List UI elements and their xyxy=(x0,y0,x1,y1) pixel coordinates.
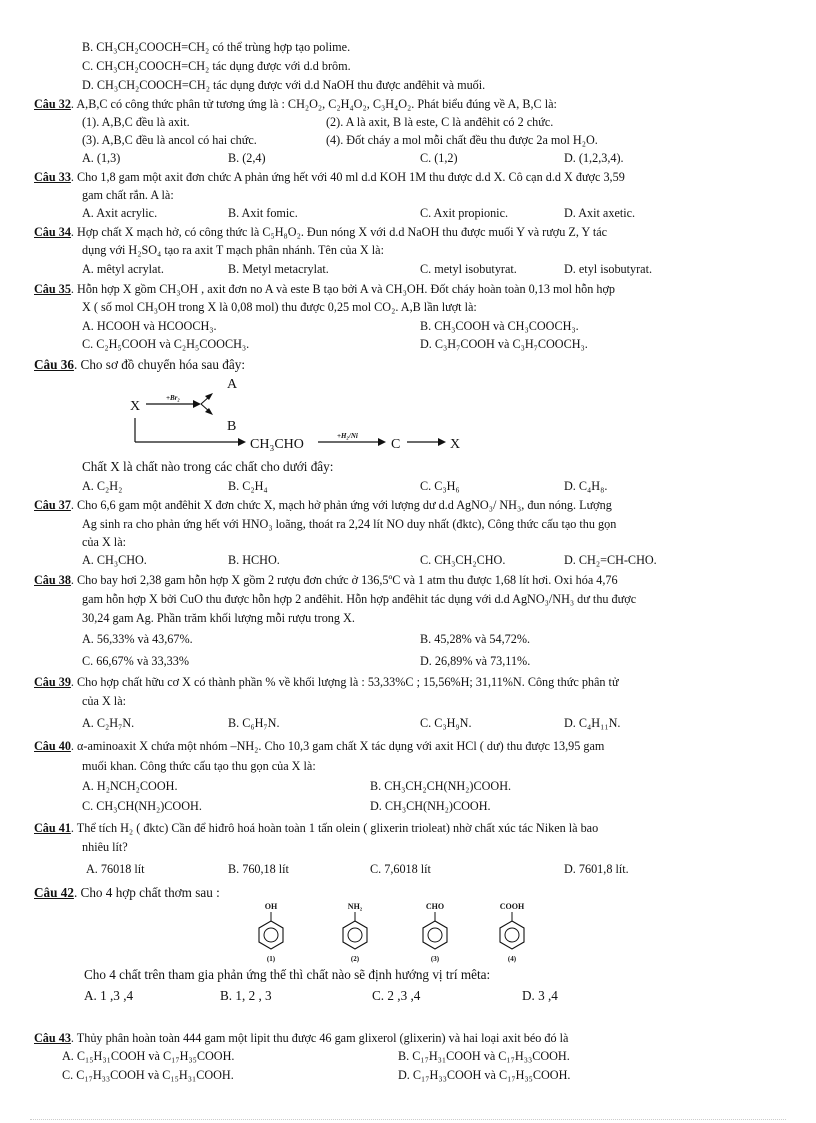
q34-option-d: D. etyl isobutyrat. xyxy=(564,262,653,276)
q40-option-b: B. CH₃CH₂CH(NH₂)COOH. xyxy=(370,779,512,793)
phenol-number-label: (1) xyxy=(266,955,276,963)
q38-option-a: A. 56,33% và 43,67%. xyxy=(82,632,193,646)
benzoic-acid-number-label: (4) xyxy=(507,955,517,963)
aniline-group-label: NH₂ xyxy=(347,902,363,911)
q40-text-2: muối khan. Công thức cấu tạo thu gọn của X là: xyxy=(82,759,316,773)
page-bottom-divider xyxy=(30,1119,786,1120)
q38-option-d: D. 26,89% và 73,11%. xyxy=(420,654,531,668)
benzene-ring-aniline xyxy=(343,902,367,963)
scheme-b-label: B xyxy=(227,419,237,434)
q39-text-2: của X là: xyxy=(82,694,126,708)
scheme-a-label: A xyxy=(227,377,238,392)
q43-number: Câu 43 xyxy=(34,1031,71,1045)
q41-text: . Thể tích H₂ ( đktc) Cần để hiđrô hoá hoàn toàn 1 tấn olein ( glixerin trioleat) nhờ chất xúc tác Niken là bao xyxy=(70,821,599,835)
benzoic-acid-group-label: COOH xyxy=(499,902,525,911)
q32-statement-3: (3). A,B,C đều là ancol có hai chức. xyxy=(82,133,257,147)
q34-text: . Hợp chất X mạch hở, có công thức là C₅H₈O₂. Đun nóng X với d.d NaOH thu được muối Y và rượu Z, Y tác xyxy=(70,225,608,239)
q31-option-c: C. CH₃CH₂COOCH=CH₂ tác dụng được với d.d brôm. xyxy=(82,59,351,73)
q37-text-2: Ag sinh ra cho phản ứng hết với HNO₃ loãng, thoát ra 2,24 lít NO duy nhất (đktc), Công thức cấu tạo thu gọn xyxy=(82,517,617,531)
benzene-ring-benzoic-acid xyxy=(500,902,525,963)
q35-option-d: D. C₃H₇COOH và C₃H₇COOCH₃. xyxy=(420,337,588,351)
q41-text-2: nhiêu lít? xyxy=(82,840,128,854)
q38-option-c: C. 66,67% và 33,33% xyxy=(82,654,189,668)
q34-option-a: A. mêtyl acrylat. xyxy=(82,262,164,276)
q38-number: Câu 38 xyxy=(34,573,71,587)
q42-option-a: A. 1 ,3 ,4 xyxy=(84,988,134,1003)
q41-number: Câu 41 xyxy=(34,821,71,835)
q34-option-b: B. Metyl metacrylat. xyxy=(228,262,329,276)
q42-number: Câu 42 xyxy=(34,885,74,900)
q43-option-d: D. C₁₇H₃₃COOH và C₁₇H₃₅COOH. xyxy=(398,1068,571,1082)
q36-option-d: D. C₄H₈. xyxy=(564,479,608,493)
q40-option-c: C. CH₃CH(NH₂)COOH. xyxy=(82,799,202,813)
q43-option-b: B. C₁₇H₃₁COOH và C₁₇H₃₃COOH. xyxy=(398,1049,570,1063)
q38-option-b: B. 45,28% và 54,72%. xyxy=(420,632,531,646)
q33-option-d: D. Axit axetic. xyxy=(564,206,636,220)
q43-option-a: A. C₁₅H₃₁COOH và C₁₇H₃₅COOH. xyxy=(62,1049,235,1063)
benzaldehyde-group-label: CHO xyxy=(425,902,445,911)
q36-option-c: C. C₃H₆ xyxy=(420,479,460,493)
benzene-ring-benzaldehyde xyxy=(423,902,447,963)
q38-text-2: gam hỗn hợp X bởi CuO thu được hỗn hợp 2 anđêhit. Hỗn hợp anđêhit tác dụng với d.d AgNO₃/NH₃ dư thu được xyxy=(82,592,637,606)
q32-statement-1: (1). A,B,C đều là axit. xyxy=(82,115,190,129)
q36-ask: Chất X là chất nào trong các chất cho dưới đây: xyxy=(82,459,334,474)
q39-option-a: A. C₂H₇N. xyxy=(82,716,135,730)
q35-option-c: C. C₂H₅COOH và C₂H₅COOCH₃. xyxy=(82,337,250,351)
q36-option-a: A. C₂H₂ xyxy=(82,479,123,493)
q35-text-2: X ( số mol CH₃OH trong X là 0,08 mol) thu được 0,25 mol CO₂. A,B lần lượt là: xyxy=(82,300,477,314)
q40-option-d: D. CH₃CH(NH₂)COOH. xyxy=(370,799,491,813)
q33-text-2: gam chất rắn. A là: xyxy=(82,188,174,202)
q35-option-a: A. HCOOH và HCOOCH₃. xyxy=(82,319,217,333)
q38-text-3: 30,24 gam Ag. Phần trăm khối lượng mỗi rượu trong X. xyxy=(82,611,355,625)
q32-number: Câu 32 xyxy=(34,97,71,111)
q34-text-2: dụng với H₂SO₄ tạo ra axit T mạch phân nhánh. Tên của X là: xyxy=(82,243,384,257)
q32-statement-2: (2). A là axit, B là este, C là anđêhit có 2 chức. xyxy=(326,115,554,129)
q41-option-d: D. 7601,8 lít. xyxy=(564,862,629,876)
q39-number: Câu 39 xyxy=(34,675,71,689)
q41-option-c: C. 7,6018 lít xyxy=(370,862,431,876)
q40-number: Câu 40 xyxy=(34,739,71,753)
q32-text: . A,B,C có công thức phân tử tương ứng là : CH₂O₂, C₂H₄O₂, C₃H₄O₂. Phát biểu đúng về A, B,C là: xyxy=(70,97,557,111)
q31-option-b: B. CH₃CH₂COOCH=CH₂ có thể trùng hợp tạo polime. xyxy=(82,40,351,54)
q36-text: . Cho sơ đồ chuyển hóa sau đây: xyxy=(73,357,245,372)
q32-option-d: D. (1,2,3,4). xyxy=(564,151,624,165)
q37-text: . Cho 6,6 gam một anđêhit X đơn chức X, mạch hở phản ứng với lượng dư d.d AgNO₃/ NH₃, đun nóng. Lượng xyxy=(70,498,612,512)
scheme-x-label: X xyxy=(130,399,141,414)
q31-option-d: D. CH₃CH₂COOCH=CH₂ tác dụng được với d.d NaOH thu được anđêhit và muối. xyxy=(82,78,486,92)
q33-option-b: B. Axit fomic. xyxy=(228,206,298,220)
q39-text: . Cho hợp chất hữu cơ X có thành phần % về khối lượng là : 53,33%C ; 15,56%H; 31,11%N. Công thức phân tử xyxy=(70,675,619,689)
q36-option-b: B. C₂H₄ xyxy=(228,479,268,493)
q43-option-c: C. C₁₇H₃₃COOH và C₁₅H₃₁COOH. xyxy=(62,1068,234,1082)
q37-number: Câu 37 xyxy=(34,498,71,512)
aniline-number-label: (2) xyxy=(350,955,360,963)
q43-stem xyxy=(34,1031,568,1046)
scheme-h2ni-label: +H₂/Ni xyxy=(337,432,358,440)
q32-option-c: C. (1,2) xyxy=(420,151,458,165)
q39-option-b: B. C₆H₇N. xyxy=(228,716,280,730)
q36-number: Câu 36 xyxy=(34,357,74,372)
q38-text: . Cho bay hơi 2,38 gam hỗn hợp X gồm 2 rượu đơn chức ở 136,5ºC và 1 atm thu được 1,68 lít hơi. Oxi hóa 4,76 xyxy=(70,573,618,587)
q43-text: . Thủy phân hoàn toàn 444 gam một lipit thu được 46 gam glixerol (glixerin) và hai loại axit béo đó là xyxy=(70,1031,569,1045)
scheme-c-label: C xyxy=(391,437,401,452)
q37-option-b: B. HCHO. xyxy=(228,553,280,567)
phenol-group-label: OH xyxy=(264,902,278,911)
scheme-ch3cho-label: CH₃CHO xyxy=(250,437,304,452)
q39-option-d: D. C₄H₁₁N. xyxy=(564,716,621,730)
scheme-br2-label: +Br₂ xyxy=(166,394,180,402)
benzene-ring-phenol xyxy=(259,902,283,963)
q42-text: . Cho 4 hợp chất thơm sau : xyxy=(73,885,220,900)
q40-text: . α-aminoaxit X chứa một nhóm –NH₂. Cho 10,3 gam chất X tác dụng với axit HCl ( dư) thu được 13,95 gam xyxy=(70,739,605,753)
q32-option-b: B. (2,4) xyxy=(228,151,266,165)
q41-option-a: A. 76018 lít xyxy=(86,862,145,876)
q37-text-3: của X là: xyxy=(82,535,126,549)
q40-option-a: A. H₂NCH₂COOH. xyxy=(82,779,178,793)
benzaldehyde-number-label: (3) xyxy=(430,955,440,963)
q41-option-b: B. 760,18 lít xyxy=(228,862,289,876)
q32-option-a: A. (1,3) xyxy=(82,151,121,165)
q37-option-a: A. CH₃CHO. xyxy=(82,553,147,567)
q33-option-a: A. Axit acrylic. xyxy=(82,206,158,220)
q37-option-c: C. CH₃CH₂CHO. xyxy=(420,553,506,567)
q42-option-c: C. 2 ,3 ,4 xyxy=(372,988,421,1003)
q42-ask: Cho 4 chất trên tham gia phản ứng thế thì chất nào sẽ định hướng vị trí mêta: xyxy=(84,967,491,982)
q33-text: . Cho 1,8 gam một axit đơn chức A phản ứng hết với 40 ml d.d KOH 1M thu được d.d X. Cô cạn d.d X được 3,59 xyxy=(70,170,625,184)
q32-statement-4: (4). Đốt cháy a mol mỗi chất đều thu được 2a mol H₂O. xyxy=(326,133,598,147)
q34-number: Câu 34 xyxy=(34,225,71,239)
q34-option-c: C. metyl isobutyrat. xyxy=(420,262,517,276)
q42-option-b: B. 1, 2 , 3 xyxy=(220,988,272,1003)
q35-option-b: B. CH₃COOH và CH₃COOCH₃. xyxy=(420,319,579,333)
q42-option-d: D. 3 ,4 xyxy=(522,988,558,1003)
q35-text: . Hỗn hợp X gồm CH₃OH , axit đơn no A và este B tạo bởi A và CH₃OH. Đốt cháy hoàn toàn 0,13 mol hỗn hợp xyxy=(70,282,616,296)
q37-option-d: D. CH₂=CH-CHO. xyxy=(564,553,657,567)
scheme-x2-label: X xyxy=(450,437,461,452)
q35-number: Câu 35 xyxy=(34,282,71,296)
q33-option-c: C. Axit propionic. xyxy=(420,206,509,220)
q33-number: Câu 33 xyxy=(34,170,71,184)
q39-option-c: C. C₃H₉N. xyxy=(420,716,472,730)
